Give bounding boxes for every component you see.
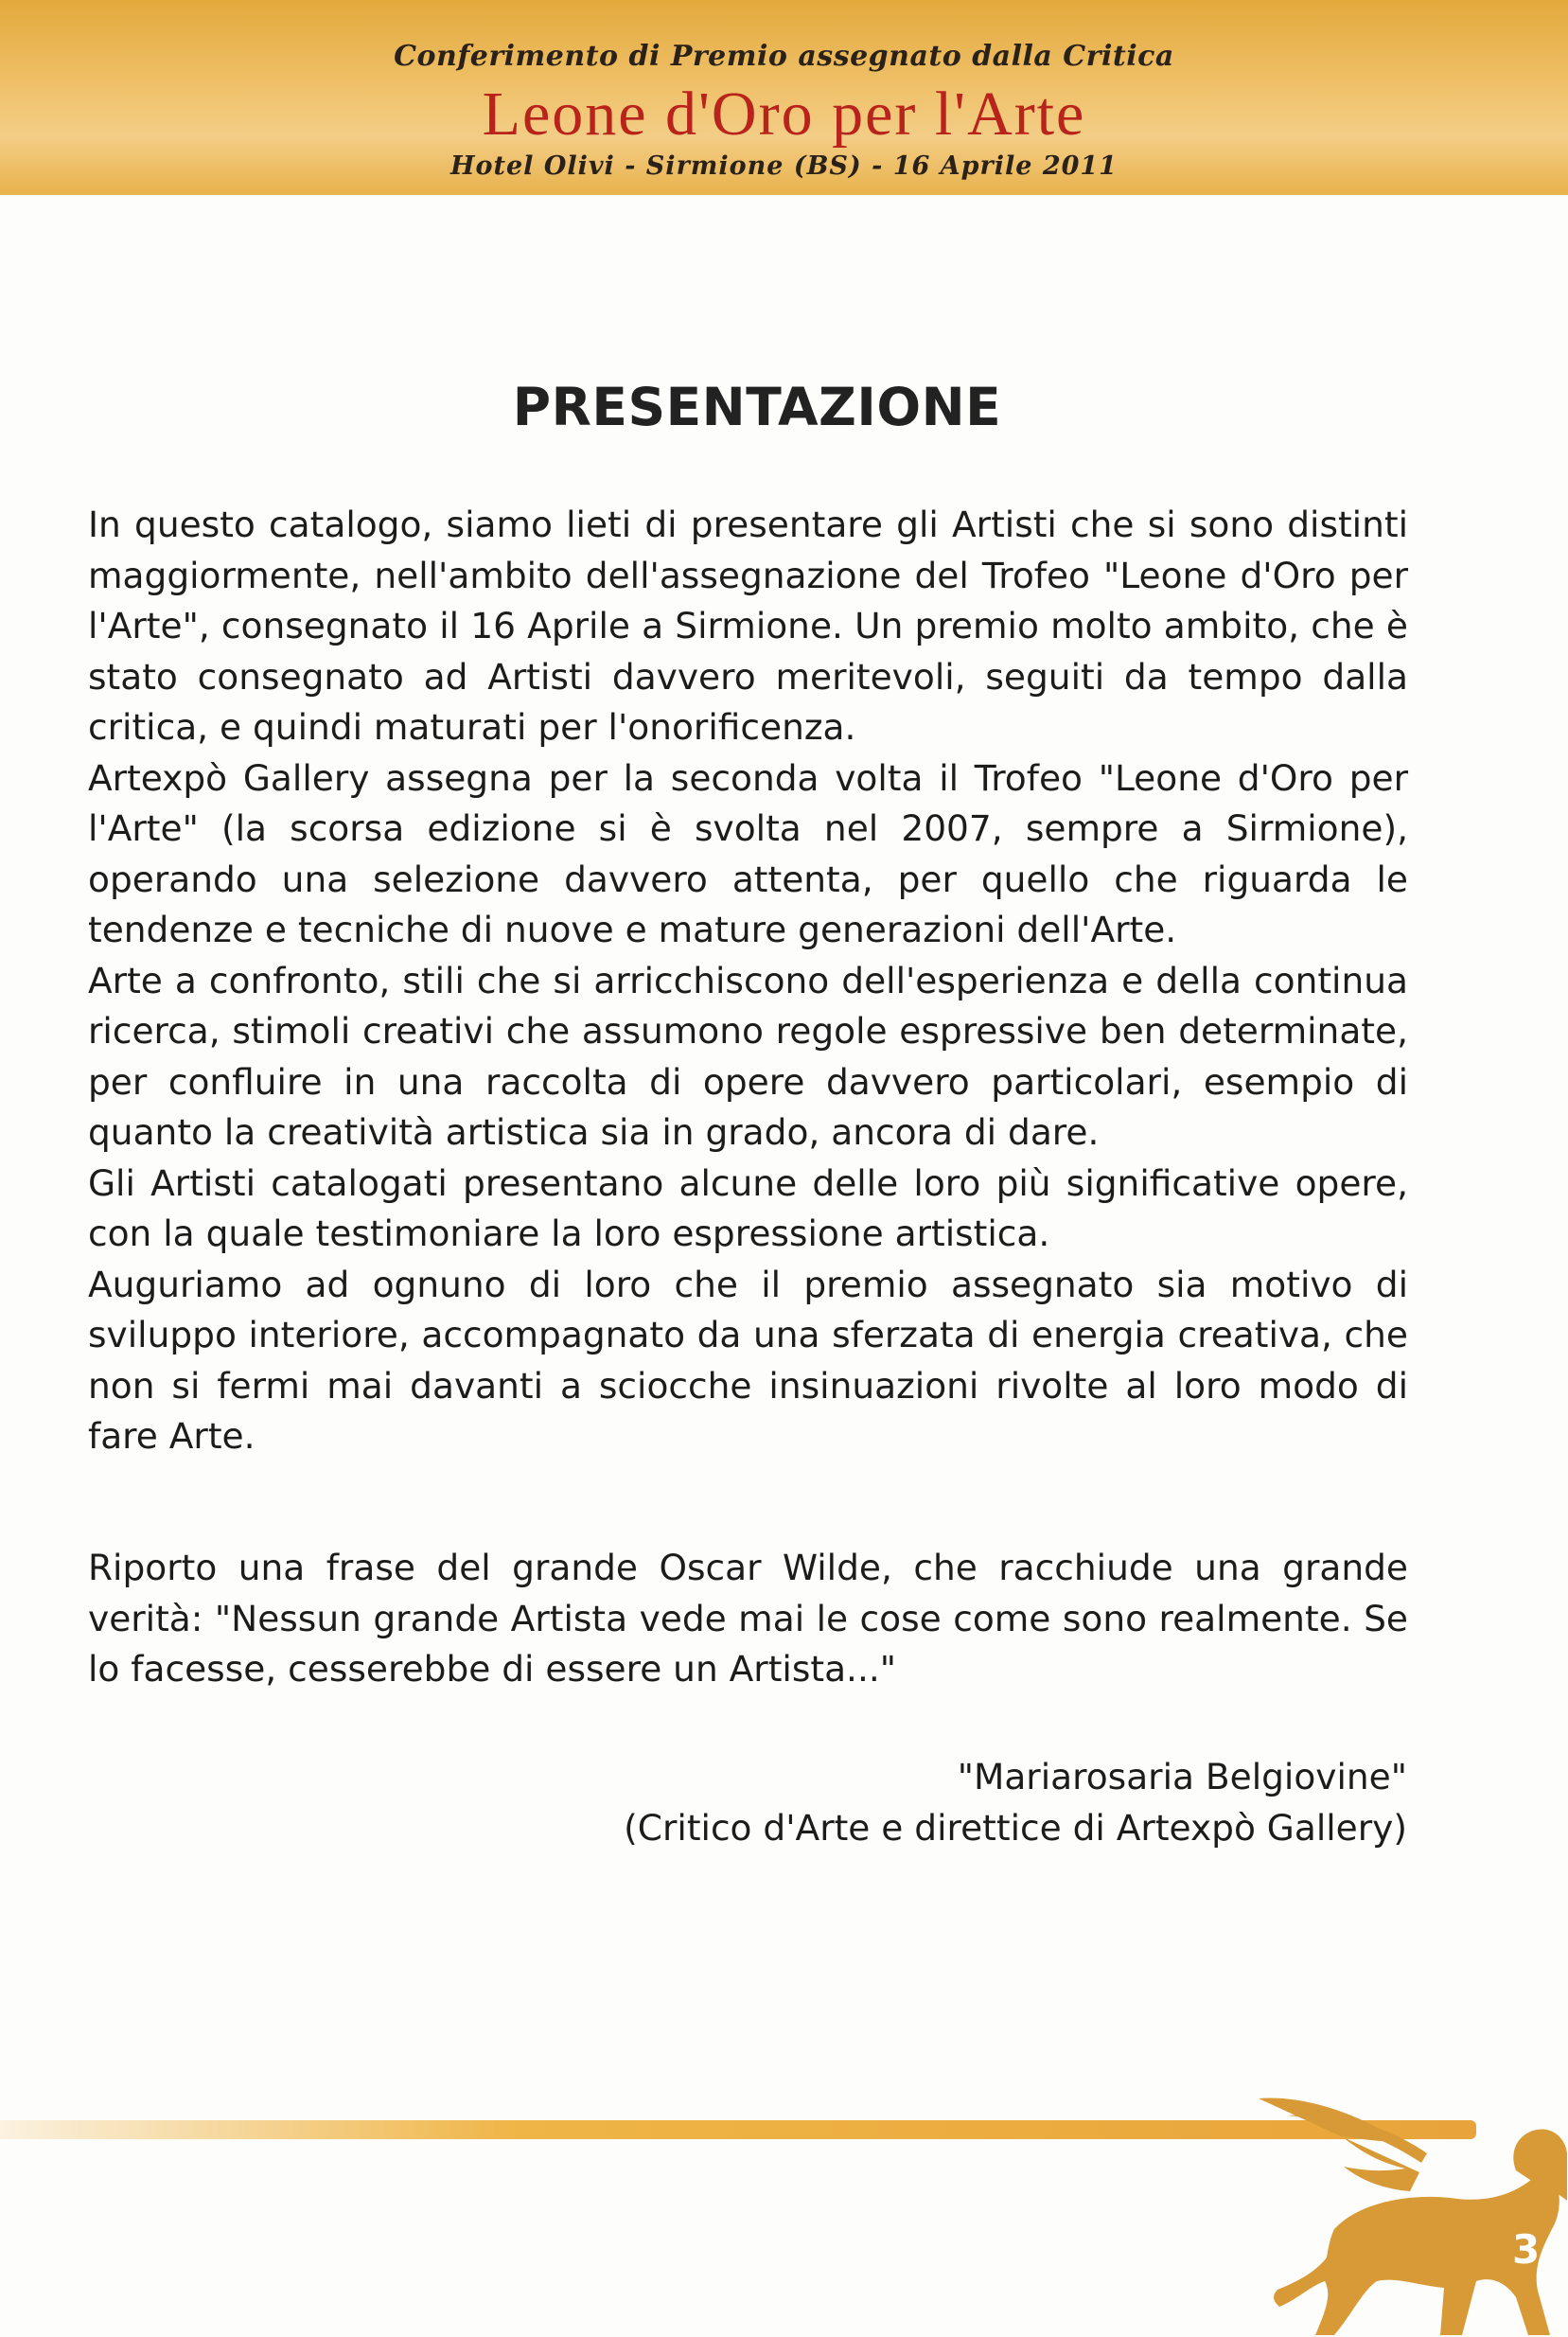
- header-event-info: Hotel Olivi - Sirmione (BS) - 16 Aprile 2011: [450, 151, 1118, 181]
- signature-block: [624, 1751, 1407, 1853]
- header-subtitle: Conferimento di Premio assegnato dalla Critica: [394, 40, 1174, 73]
- paragraph: Gli Artisti catalogati presentano alcune delle loro più significative opere, con la quale testimoniare la loro espressione artistica.: [88, 1161, 1408, 1254]
- page-title: PRESENTAZIONE: [512, 377, 1002, 437]
- header-title: Leone d'Oro per l'Arte: [482, 80, 1086, 149]
- signature-name: "Mariarosaria Belgiovine": [957, 1756, 1407, 1797]
- wilde-quote: Riporto una frase del grande Oscar Wilde, che racchiude una grande verità: "Nessun grande Artista vede mai le cose come sono realmente. Se lo facesse, cesserebbe di essere un Artista...": [88, 1547, 1408, 1690]
- winged-lion-logo: [1221, 2087, 1568, 2337]
- signature-role: (Critico d'Arte e direttice di Artexpò Gallery): [624, 1807, 1407, 1849]
- paragraph: Artexpò Gallery assegna per la seconda volta il Trofeo "Leone d'Oro per l'Arte" (la scorsa edizione si è svolta nel 2007, sempre a Sirmione), operando una selezione davvero attenta, per quello che riguarda le tendenze e tecniche di nuove e mature generazioni dell'Arte.: [88, 756, 1408, 950]
- page-number: 3: [1512, 2226, 1541, 2273]
- paragraph: Arte a confronto, stili che si arricchiscono dell'esperienza e della continua ricerca, stimoli creativi che assumono regole espressive ben determinate, per confluire in una raccolta di opere davvero particolari, esempio di quanto la creatività artistica sia in grado, ancora di dare.: [88, 959, 1408, 1153]
- paragraph: Auguriamo ad ognuno di loro che il premio assegnato sia motivo di sviluppo interiore, accompagnato da una sferzata di energia creativa, che non si fermi mai davanti a sciocche insinuazioni rivolte al loro modo di fare Arte.: [88, 1263, 1408, 1457]
- presentation-body: [88, 500, 1408, 1462]
- paragraph: In questo catalogo, siamo lieti di presentare gli Artisti che si sono distinti maggiormente, nell'ambito dell'assegnazione del Trofeo "Leone d'Oro per l'Arte", consegnato il 16 Aprile a Sirmione. Un premio molto ambito, che è stato consegnato ad Artisti davvero meritevoli, seguiti da tempo dalla critica, e quindi maturati per l'onorificenza.: [88, 504, 1408, 748]
